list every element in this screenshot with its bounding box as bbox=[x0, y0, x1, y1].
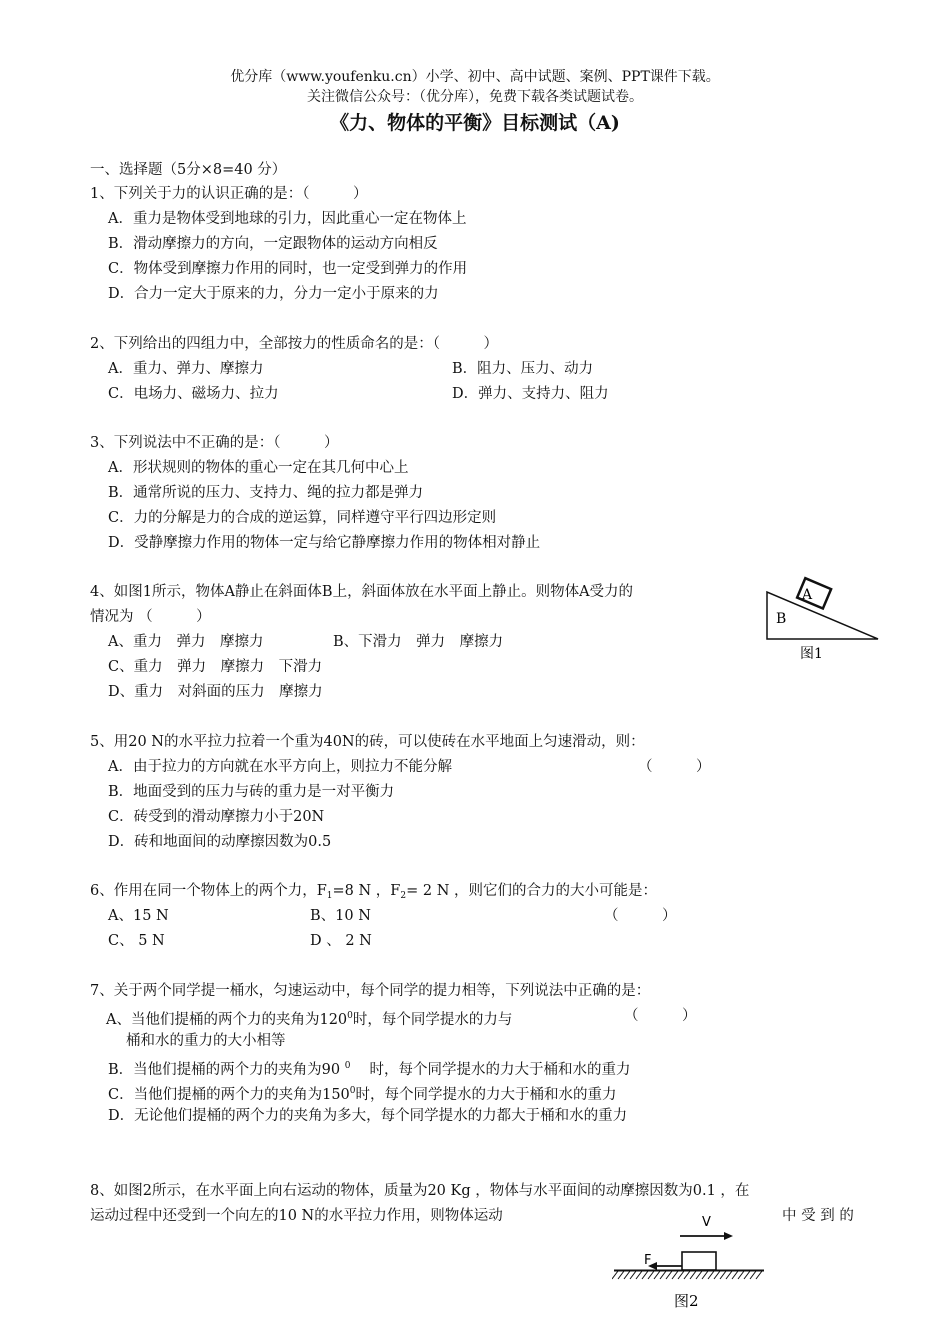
q4-option-a: A、重力 弹力 摩擦力 bbox=[108, 634, 264, 650]
q6-stem: 6、作用在同一个物体上的两个力，$F_1=8$ N ，$F_2= 2$ N ，则它们的合力的大小可能是： bbox=[90, 883, 657, 901]
q3-option-c: C．力的分解是力的合成的逆运算，同样遵守平行四边形定则 bbox=[108, 510, 497, 526]
q6-option-d: D 、 2 N bbox=[310, 933, 372, 949]
q4-stem-line-1: 4、如图1所示，物体A静止在斜面体B上，斜面体放在水平面上静止。则物体A受力的 bbox=[90, 584, 634, 600]
q2-option-b: B．阻力、压力、动力 bbox=[452, 361, 594, 377]
q3-option-b: B．通常所说的压力、支持力、绳的拉力都是弹力 bbox=[108, 485, 424, 501]
page-title: 《力、物体的平衡》目标测试（A) bbox=[330, 112, 620, 134]
q5-option-d: D．砖和地面间的动摩擦因数为0.5 bbox=[108, 834, 332, 850]
ground-hatch bbox=[612, 1271, 762, 1279]
q1-stem: 1、下列关于力的认识正确的是：（ ） bbox=[90, 186, 368, 202]
q6-option-c: C、 5 N bbox=[108, 933, 165, 949]
q3-option-d: D．受静摩擦力作用的物体一定与给它静摩擦力作用的物体相对静止 bbox=[108, 535, 541, 551]
object-block bbox=[682, 1252, 716, 1270]
figure-1-caption: 图1 bbox=[800, 646, 823, 662]
q1-option-b: B．滑动摩擦力的方向，一定跟物体的运动方向相反 bbox=[108, 236, 438, 252]
header-line-1: 优分库（www.youfenku.cn）小学、初中、高中试题、案例、PPT课件下载。 bbox=[230, 69, 720, 85]
q3-stem: 3、下列说法中不正确的是：（ ） bbox=[90, 435, 339, 451]
q1-option-a: A．重力是物体受到地球的引力，因此重心一定在物体上 bbox=[108, 211, 467, 227]
q2-option-d: D．弹力、支持力、阻力 bbox=[452, 386, 609, 402]
q7-option-a: A、当他们提桶的两个力的夹角为$120^0$时，每个同学提水的力与 bbox=[106, 1011, 513, 1028]
q2-option-c: C．电场力、磁场力、拉力 bbox=[108, 386, 279, 402]
q4-option-b: B、下滑力 弹力 摩擦力 bbox=[333, 634, 504, 650]
q1-option-c: C．物体受到摩擦力作用的同时，也一定受到弹力的作用 bbox=[108, 261, 468, 277]
velocity-label: V bbox=[702, 1215, 711, 1230]
q7-option-a-cont: 桶和水的重力的大小相等 bbox=[126, 1033, 286, 1049]
q5-stem: 5、用20 N的水平拉力拉着一个重为40N的砖，可以使砖在水平地面上匀速滑动，则： bbox=[90, 734, 645, 750]
q7-answer-paren: （ ） bbox=[624, 1008, 697, 1024]
header-line-2: 关注微信公众号：（优分库），免费下载各类试题试卷。 bbox=[307, 89, 643, 105]
label-a: A bbox=[802, 587, 813, 603]
q8-stem-line-2: 运动过程中还受到一个向左的10 N的水平拉力作用，则物体运动 bbox=[90, 1208, 503, 1224]
q5-answer-paren: （ ） bbox=[638, 759, 711, 775]
figure-2-friction bbox=[612, 1206, 776, 1312]
q4-stem-line-2: 情况为 （ ） bbox=[90, 609, 211, 625]
q7-option-b: B．当他们提桶的两个力的夹角为90 $^0$ 时，每个同学提水的力大于桶和水的重力 bbox=[108, 1061, 631, 1078]
q5-option-a: A．由于拉力的方向就在水平方向上，则拉力不能分解 bbox=[108, 759, 452, 775]
q2-stem: 2、下列给出的四组力中，全部按力的性质命名的是：（ ） bbox=[90, 336, 498, 352]
force-label: F bbox=[644, 1253, 652, 1268]
figure-1-incline bbox=[760, 570, 890, 670]
q4-option-c: C、重力 弹力 摩擦力 下滑力 bbox=[108, 659, 323, 675]
q6-option-a: A、15 N bbox=[108, 908, 169, 924]
q6-answer-paren: （ ） bbox=[604, 908, 677, 924]
q8-stem-line-2-end: 中 受 到 的 bbox=[782, 1208, 854, 1224]
q5-option-c: C．砖受到的滑动摩擦力小于20N bbox=[108, 809, 325, 825]
section-heading: 一、选择题（5分×8=40 分） bbox=[90, 162, 287, 178]
velocity-arrowhead bbox=[724, 1232, 733, 1240]
q7-option-c: C．当他们提桶的两个力的夹角为$150^0$时，每个同学提水的力大于桶和水的重力 bbox=[108, 1086, 617, 1103]
q3-option-a: A．形状规则的物体的重心一定在其几何中心上 bbox=[108, 460, 409, 476]
q7-stem: 7、关于两个同学提一桶水，匀速运动中，每个同学的提力相等，下列说法中正确的是： bbox=[90, 983, 651, 999]
q8-stem-line-1: 8、如图2所示，在水平面上向右运动的物体，质量为20 Kg ，物体与水平面间的动摩擦因数为0.1 ，在 bbox=[90, 1183, 750, 1199]
label-b: B bbox=[776, 611, 787, 627]
q5-option-b: B．地面受到的压力与砖的重力是一对平衡力 bbox=[108, 784, 395, 800]
q6-option-b: B、10 N bbox=[310, 908, 371, 924]
figure-2-caption: 图2 bbox=[674, 1292, 699, 1310]
q4-option-d: D、重力 对斜面的压力 摩擦力 bbox=[108, 684, 323, 700]
q2-option-a: A．重力、弹力、摩擦力 bbox=[108, 361, 264, 377]
q7-option-d: D．无论他们提桶的两个力的夹角为多大，每个同学提水的力都大于桶和水的重力 bbox=[108, 1108, 628, 1124]
q1-option-d: D．合力一定大于原来的力，分力一定小于原来的力 bbox=[108, 286, 439, 302]
